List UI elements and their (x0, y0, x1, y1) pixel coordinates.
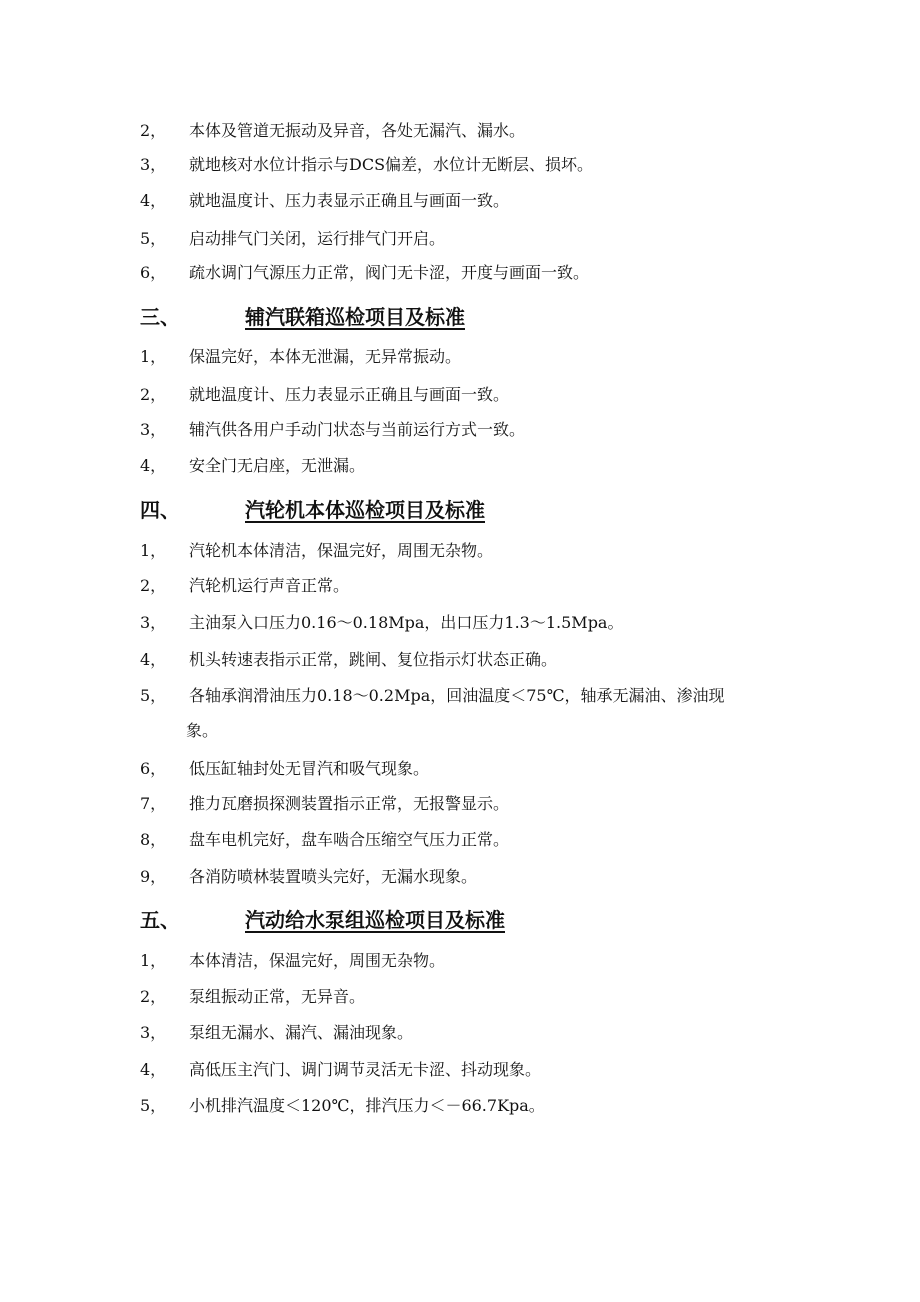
item-text: 盘车电机完好，盘车啮合压缩空气压力正常。 (189, 830, 510, 849)
item-text: 汽轮机本体清洁，保温完好，周围无杂物。 (189, 541, 494, 560)
list-item (0, 754, 920, 784)
section-heading (0, 300, 920, 334)
item-number: 2， (140, 121, 167, 140)
item-number: 2， (140, 576, 167, 595)
item-number: 3， (140, 1023, 167, 1042)
list-item (0, 451, 920, 481)
section-title: 汽动给水泵组巡检项目及标准 (245, 908, 505, 932)
item-number: 3， (140, 155, 167, 174)
item-text: 汽轮机运行声音正常。 (189, 576, 350, 595)
list-item (0, 224, 920, 254)
item-text: 低压缸轴封处无冒汽和吸气现象。 (189, 759, 430, 778)
section-heading (0, 903, 920, 937)
item-number: 2， (140, 385, 167, 404)
item-text: 就地温度计、压力表显示正确且与画面一致。 (189, 191, 510, 210)
item-number: 1， (140, 951, 167, 970)
item-number: 8， (140, 830, 167, 849)
item-text: 高低压主汽门、调门调节灵活无卡涩、抖动现象。 (189, 1060, 542, 1079)
item-text: 小机排汽温度＜120℃，排汽压力＜－66.7Kpa。 (189, 1096, 545, 1115)
list-item (0, 608, 920, 638)
item-text: 就地温度计、压力表显示正确且与画面一致。 (189, 385, 510, 404)
list-item (0, 1091, 920, 1121)
list-item (0, 825, 920, 855)
item-text: 机头转速表指示正常，跳闸、复位指示灯状态正确。 (189, 650, 558, 669)
list-item (0, 1018, 920, 1048)
item-number: 7， (140, 794, 167, 813)
section-number: 五、 (140, 908, 180, 932)
item-number: 4， (140, 191, 167, 210)
item-number: 4， (140, 1060, 167, 1079)
list-item (0, 982, 920, 1012)
item-text: 本体清洁，保温完好，周围无杂物。 (189, 951, 446, 970)
list-item (0, 258, 920, 288)
section-title: 汽轮机本体巡检项目及标准 (245, 498, 485, 522)
item-number: 5， (140, 1096, 167, 1115)
item-text: 安全门无启座，无泄漏。 (189, 456, 366, 475)
item-number: 1， (140, 347, 167, 366)
item-number: 6， (140, 263, 167, 282)
list-item (0, 1055, 920, 1085)
item-number: 6， (140, 759, 167, 778)
section-heading (0, 493, 920, 527)
item-number: 4， (140, 456, 167, 475)
section-title: 辅汽联箱巡检项目及标准 (245, 305, 465, 329)
list-item (0, 186, 920, 216)
item-text: 启动排气门关闭，运行排气门开启。 (189, 229, 446, 248)
item-text: 本体及管道无振动及异音，各处无漏汽、漏水。 (189, 121, 526, 140)
list-item (0, 536, 920, 566)
item-text: 泵组振动正常，无异音。 (189, 987, 366, 1006)
item-text: 主油泵入口压力0.16～0.18Mpa，出口压力1.3～1.5Mpa。 (189, 613, 624, 632)
list-item (0, 415, 920, 445)
list-item (0, 862, 920, 892)
item-number: 9， (140, 867, 167, 886)
item-text: 各轴承润滑油压力0.18～0.2Mpa，回油温度＜75℃，轴承无漏油、渗油现 (189, 686, 725, 705)
item-text: 辅汽供各用户手动门状态与当前运行方式一致。 (189, 420, 526, 439)
list-item (0, 380, 920, 410)
list-item (0, 946, 920, 976)
section-number: 四、 (140, 498, 180, 522)
item-number: 3， (140, 420, 167, 439)
list-item (0, 789, 920, 819)
item-text: 推力瓦磨损探测装置指示正常，无报警显示。 (189, 794, 510, 813)
list-item (0, 645, 920, 675)
item-number: 5， (140, 229, 167, 248)
item-text: 泵组无漏水、漏汽、漏油现象。 (189, 1023, 414, 1042)
list-item (0, 150, 920, 180)
list-item-continuation (0, 716, 920, 746)
list-item (0, 571, 920, 601)
item-text: 保温完好，本体无泄漏，无异常振动。 (189, 347, 462, 366)
list-item (0, 681, 920, 711)
item-number: 4， (140, 650, 167, 669)
section-number: 三、 (140, 305, 180, 329)
list-item (0, 342, 920, 372)
item-text: 各消防喷林装置喷头完好，无漏水现象。 (189, 867, 478, 886)
item-text-continuation: 象。 (186, 721, 219, 740)
item-text: 就地核对水位计指示与DCS偏差，水位计无断层、损坏。 (189, 155, 594, 174)
list-item (0, 116, 920, 146)
item-number: 2， (140, 987, 167, 1006)
item-number: 1， (140, 541, 167, 560)
item-text: 疏水调门气源压力正常，阀门无卡涩，开度与画面一致。 (189, 263, 590, 282)
item-number: 3， (140, 613, 167, 632)
item-number: 5， (140, 686, 167, 705)
